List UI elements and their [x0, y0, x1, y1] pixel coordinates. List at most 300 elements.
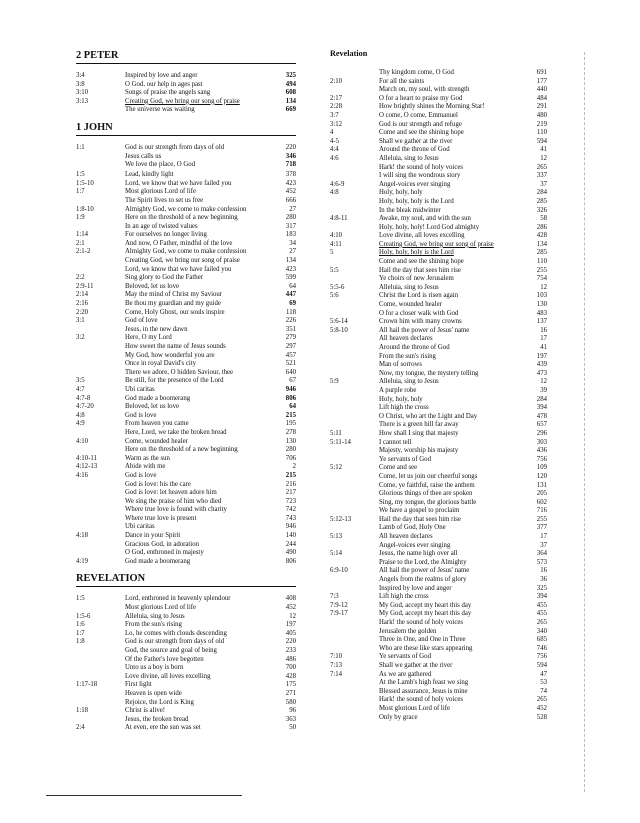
hymn-number: 457 [285, 351, 296, 359]
index-entry [76, 604, 296, 613]
hymn-title: Ye choirs of new Jerusalem [379, 275, 454, 283]
hymn-title: In the bleak midwinter [379, 206, 441, 214]
scripture-reference: 5:11-14 [330, 438, 351, 446]
hymn-title: Most glorious Lord of life [125, 604, 196, 612]
index-entry [330, 327, 547, 336]
hymn-number: 130 [536, 301, 547, 309]
hymn-title: Come and see [379, 464, 418, 472]
index-entry [330, 610, 547, 619]
hymn-title: Lo, he comes with clouds descending [125, 629, 227, 637]
index-entry [76, 472, 296, 481]
hymn-number: 226 [285, 317, 296, 325]
hymn-title: Lord, we know that we have failed you [125, 265, 232, 273]
scripture-reference: 4:6-9 [330, 180, 345, 188]
hymn-number: 220 [285, 638, 296, 646]
index-entry [330, 430, 547, 439]
hymn-number: 405 [285, 629, 296, 637]
scripture-reference: 5 [330, 249, 334, 257]
index-entry [330, 490, 547, 499]
index-entry [76, 291, 296, 300]
hymn-number: 946 [285, 385, 296, 393]
scripture-reference: 2:2 [76, 274, 85, 282]
hymn-title: Be thou my guardian and my guide [125, 300, 221, 308]
hymn-title: May the mind of Christ my Saviour [125, 291, 223, 299]
hymn-number: 337 [536, 172, 547, 180]
index-entry [330, 378, 547, 387]
hymn-title: Jesus, the broken bread [125, 715, 189, 723]
index-entry [76, 558, 296, 567]
hymn-title: Hail the day that sees him rise [379, 515, 461, 523]
hymn-number: 37 [540, 541, 547, 549]
scripture-reference: 2:10 [330, 77, 343, 85]
scripture-reference: 2:16 [76, 300, 89, 308]
hymn-number: 296 [536, 429, 547, 437]
hymn-title: Three in One, and One in Three [379, 636, 466, 644]
hymn-title: O God, our help in ages past [125, 80, 203, 88]
hymn-title: Lord, enthroned in heavenly splendour [125, 595, 231, 603]
index-entry [330, 95, 547, 104]
scripture-reference: 5:12 [330, 464, 343, 472]
hymn-title: Awake, my soul, and with the sun [379, 215, 471, 223]
index-entry [330, 696, 547, 705]
hymn-number: 594 [536, 661, 547, 669]
hymn-title: Where true love is present [125, 514, 197, 522]
hymn-number: 183 [285, 231, 296, 239]
scripture-reference: 4:7-20 [76, 403, 94, 411]
index-entry [76, 463, 296, 472]
scripture-reference: 4:8-11 [330, 215, 348, 223]
hymn-title: For all the saints [379, 77, 425, 85]
hymn-number: 27 [289, 248, 296, 256]
index-entry [330, 636, 547, 645]
index-entry [330, 232, 547, 241]
hymn-number: 285 [536, 249, 547, 257]
index-entry [76, 106, 296, 115]
hymn-title: Rejoice, the Lord is King [125, 698, 194, 706]
hymn-title: Holy, holy, holy is the Lord [379, 249, 454, 257]
index-entry [330, 447, 547, 456]
hymn-title: Come and see the shining hope [379, 129, 464, 137]
hymn-title: Lead, kindly light [125, 171, 174, 179]
index-entry [76, 257, 296, 266]
hymn-title: My God, how wonderful you are [125, 351, 215, 359]
hymn-title: From heaven you came [125, 420, 189, 428]
index-entry [330, 129, 547, 138]
hymn-title: Come, Holy Ghost, our souls inspire [125, 308, 225, 316]
index-entry [330, 86, 547, 95]
hymn-title: How sweet the name of Jesus sounds [125, 343, 226, 351]
index-entry [330, 533, 547, 542]
hymn-title: God is love: let heaven adore him [125, 489, 217, 497]
hymn-title: I cannot tell [379, 438, 412, 446]
hymn-title: Christ is alive! [125, 707, 166, 715]
index-entry [330, 619, 547, 628]
index-entry [76, 481, 296, 490]
hymn-title: Dance in your Spirit [125, 532, 181, 540]
index-entry [330, 439, 547, 448]
hymn-title: I will sing the wondrous story [379, 172, 461, 180]
hymn-title: For ourselves no longer living [125, 231, 207, 239]
index-entry [76, 638, 296, 647]
hymn-title: God made a boomerang [125, 394, 191, 402]
index-entry [330, 628, 547, 637]
scripture-reference: 4:10-11 [76, 454, 97, 462]
hymn-number: 17 [540, 533, 547, 541]
hymn-title: Hail the day that sees him rise [379, 266, 461, 274]
hymn-title: Once in royal David's city [125, 360, 197, 368]
hymn-number: 244 [285, 540, 296, 548]
index-entry [330, 224, 547, 233]
hymn-number: 594 [536, 137, 547, 145]
index-entry [76, 621, 296, 630]
hymn-number: 215 [285, 411, 296, 419]
hymn-number: 280 [285, 446, 296, 454]
hymn-number: 291 [536, 103, 547, 111]
hymn-number: 64 [289, 403, 296, 411]
hymn-number: 233 [285, 647, 296, 655]
hymn-title: Inspired by love and anger [379, 584, 452, 592]
hymn-number: 64 [289, 282, 296, 290]
hymn-title: Almighty God, we come to make confession [125, 205, 247, 213]
hymn-title: Come and see the shining hope [379, 258, 464, 266]
hymn-title: How brightly shines the Morning Star! [379, 103, 485, 111]
index-entry [330, 353, 547, 362]
scripture-reference: 1:5 [76, 171, 85, 179]
hymn-number: 346 [285, 152, 296, 160]
hymn-title: Come, ye faithful, raise the anthem [379, 481, 475, 489]
index-entry [330, 258, 547, 267]
index-entry [76, 300, 296, 309]
index-entry [330, 155, 547, 164]
scripture-reference: 3:13 [76, 97, 89, 105]
index-entry [76, 664, 296, 673]
hymn-title: Around the throne of God [379, 146, 450, 154]
hymn-number: 74 [540, 687, 547, 695]
hymn-title: Holy, holy, holy [379, 395, 423, 403]
footer-rule [46, 795, 242, 796]
hymn-number: 265 [536, 163, 547, 171]
scripture-reference: 1:18 [76, 707, 89, 715]
hymn-number: 47 [540, 670, 547, 678]
scripture-reference: 4:7 [76, 385, 85, 393]
scripture-reference: 5:5-6 [330, 283, 345, 291]
index-entry [76, 386, 296, 395]
hymn-title: Alleluia, sing to Jesus [379, 154, 439, 162]
index-entry [330, 404, 547, 413]
scripture-reference: 3:8 [76, 80, 85, 88]
hymn-number: 12 [289, 612, 296, 620]
hymn-title: We have a gospel to proclaim [379, 507, 460, 515]
index-entry [330, 172, 547, 181]
hymn-number: 220 [285, 143, 296, 151]
index-entry [330, 714, 547, 723]
hymn-number: 408 [285, 595, 296, 603]
hymn-title: O Christ, who art the Light and Day [379, 412, 478, 420]
hymn-number: 428 [536, 232, 547, 240]
hymn-number: 69 [289, 300, 296, 308]
hymn-title: O for a heart to praise my God [379, 94, 463, 102]
index-entry [330, 249, 547, 258]
hymn-number: 455 [536, 601, 547, 609]
scripture-reference: 1:14 [76, 231, 89, 239]
hymn-number: 521 [285, 360, 296, 368]
scripture-reference: 4:11 [330, 240, 342, 248]
scripture-reference: 1:8 [76, 638, 85, 646]
scripture-reference: 4:4 [330, 146, 339, 154]
hymn-number: 303 [536, 438, 547, 446]
hymn-title: Ye servants of God [379, 653, 431, 661]
index-entry [330, 585, 547, 594]
page-edge-mark [584, 52, 585, 792]
index-entry [76, 309, 296, 318]
hymn-number: 326 [536, 206, 547, 214]
hymn-title: Almighty God, we come to make confession [125, 248, 247, 256]
hymn-title: Blessed assurance, Jesus is mine [379, 687, 468, 695]
hymn-number: 280 [285, 214, 296, 222]
index-entry [330, 645, 547, 654]
scripture-reference: 3:2 [76, 334, 85, 342]
hymn-number: 494 [285, 80, 296, 88]
index-entry [76, 438, 296, 447]
index-entry [76, 248, 296, 257]
hymn-number: 36 [540, 576, 547, 584]
hymn-number: 284 [536, 189, 547, 197]
scripture-reference: 4:12-13 [76, 463, 98, 471]
hymn-number: 669 [285, 106, 296, 114]
index-entry [76, 716, 296, 725]
scripture-reference: 6:9-10 [330, 567, 348, 575]
hymn-title: Lift high the cross [379, 404, 429, 412]
index-entry [76, 197, 296, 206]
hymn-title: O God, enthroned in majesty [125, 549, 204, 557]
hymn-number: 657 [536, 421, 547, 429]
hymn-title: Now, my tongue, the mystery telling [379, 369, 479, 377]
hymn-number: 297 [285, 343, 296, 351]
hymn-number: 742 [285, 506, 296, 514]
hymn-number: 691 [536, 69, 547, 76]
scripture-reference: 5:5 [330, 266, 339, 274]
hymn-number: 452 [285, 604, 296, 612]
hymn-title: Alleluia, sing to Jesus [125, 612, 185, 620]
hymn-title: Love divine, all loves excelling [379, 232, 465, 240]
scripture-reference: 1:5 [76, 595, 85, 603]
hymn-title: All heaven declares [379, 533, 433, 541]
index-entry [330, 121, 547, 130]
hymn-title: Thy kingdom come, O God [379, 69, 454, 76]
hymn-title: God is love: his the care [125, 480, 191, 488]
left-column [76, 48, 296, 733]
scripture-reference: 4:8 [76, 411, 85, 419]
hymn-number: 2 [292, 463, 296, 471]
index-entry [76, 89, 296, 98]
scripture-reference: 2:20 [76, 308, 89, 316]
hymn-title: Holy, holy, holy [379, 189, 423, 197]
hymn-title: How shall I sing that majesty [379, 429, 459, 437]
hymn-title: Beloved, let us love [125, 282, 179, 290]
index-entry [76, 343, 296, 352]
hymn-title: Alleluia, sing to Jesus [379, 283, 439, 291]
index-entry [330, 301, 547, 310]
hymn-number: 573 [536, 558, 547, 566]
index-entry [330, 284, 547, 293]
hymn-number: 363 [285, 715, 296, 723]
hymn-number: 27 [289, 205, 296, 213]
book-heading: 2 PETER [76, 48, 296, 64]
index-entry [330, 705, 547, 714]
hymn-title: Who are these like stars appearing [379, 644, 473, 652]
hymn-title: Creating God, we bring our song of praise [125, 97, 240, 105]
index-entry [330, 138, 547, 147]
scripture-reference: 2:4 [76, 724, 85, 732]
hymn-title: Warm as the sun [125, 454, 170, 462]
index-entry [330, 344, 547, 353]
index-entry [76, 334, 296, 343]
hymn-number: 423 [285, 265, 296, 273]
hymn-title: Jesus, in the new dawn [125, 325, 188, 333]
hymn-number: 265 [536, 619, 547, 626]
scripture-reference: 4-5 [330, 137, 340, 145]
index-entry [330, 688, 547, 697]
hymn-title: March on, my soul, with strength [379, 86, 470, 94]
hymn-title: God is our strength from days of old [125, 638, 225, 646]
hymn-number: 265 [536, 696, 547, 704]
hymn-number: 599 [285, 274, 296, 282]
scripture-reference: 2:28 [330, 103, 343, 111]
hymn-title: Jerusalem the golden [379, 627, 437, 635]
hymn-number: 255 [536, 515, 547, 523]
hymn-title: From the sun's rising [125, 621, 182, 629]
hymn-number: 351 [285, 325, 296, 333]
hymn-number: 436 [536, 447, 547, 455]
index-entry [76, 541, 296, 550]
hymn-number: 175 [285, 681, 296, 689]
hymn-number: 428 [285, 672, 296, 680]
hymn-number: 134 [285, 257, 296, 265]
hymn-number: 317 [285, 222, 296, 230]
hymn-title: We sing the praise of him who died [125, 497, 222, 505]
scripture-reference: 3:5 [76, 377, 85, 385]
hymn-title: Hark! the sound of holy voices [379, 696, 463, 704]
index-entry [330, 292, 547, 301]
scripture-reference: 7:13 [330, 661, 343, 669]
index-entry [76, 489, 296, 498]
hymn-title: There we adore, O hidden Saviour, thee [125, 368, 234, 376]
index-entry [76, 412, 296, 421]
hymn-number: 602 [536, 498, 547, 506]
index-entry [330, 112, 547, 121]
hymn-title: Lamb of God, Holy One [379, 524, 446, 532]
index-entry [76, 98, 296, 107]
hymn-number: 483 [536, 309, 547, 317]
hymn-number: 67 [289, 377, 296, 385]
hymn-title: God of love [125, 317, 158, 325]
hymn-number: 58 [540, 215, 547, 223]
hymn-title: Here on the threshold of a new beginning [125, 214, 238, 222]
scripture-reference: 1:5-10 [76, 179, 94, 187]
hymn-title: Only by grace [379, 713, 418, 721]
hymn-number: 666 [285, 196, 296, 204]
hymn-title: Here on the threshold of a new beginning [125, 446, 238, 454]
index-entry [76, 274, 296, 283]
scripture-reference: 7:14 [330, 670, 343, 678]
index-entry [76, 214, 296, 223]
hymn-title: And now, O Father, mindful of the love [125, 239, 233, 247]
scripture-reference: 2:1 [76, 239, 85, 247]
hymn-number: 325 [285, 72, 296, 79]
index-entry [76, 188, 296, 197]
index-entry [330, 207, 547, 216]
index-entry [76, 81, 296, 90]
index-entry [330, 396, 547, 405]
scripture-reference: 5:9 [330, 378, 339, 386]
index-entry [330, 318, 547, 327]
hymn-number: 452 [285, 188, 296, 196]
index-entry [330, 516, 547, 525]
hymn-title: Angel-voices ever singing [379, 180, 451, 188]
hymn-number: 754 [536, 275, 547, 283]
hymn-number: 177 [536, 77, 547, 85]
hymn-title: Angel-voices ever singing [379, 541, 451, 549]
hymn-number: 378 [285, 171, 296, 179]
scripture-reference: 5:8-10 [330, 326, 348, 334]
hymn-number: 706 [285, 454, 296, 462]
hymn-title: From the sun's rising [379, 352, 436, 360]
index-entry [330, 241, 547, 250]
hymn-title: Be still, for the presence of the Lord [125, 377, 224, 385]
hymn-title: As we are gathered [379, 670, 432, 678]
index-entry [330, 198, 547, 207]
hymn-number: 41 [540, 344, 547, 351]
scripture-reference: 7:10 [330, 653, 343, 661]
hymn-title: Unto us a boy is born [125, 664, 184, 672]
index-entry [76, 647, 296, 656]
hymn-number: 12 [540, 378, 547, 386]
hymn-number: 478 [536, 412, 547, 420]
index-entry [76, 506, 296, 515]
hymn-title: All hail the power of Jesus' name [379, 326, 470, 334]
hymn-number: 423 [285, 179, 296, 187]
hymn-title: Come, wounded healer [379, 301, 442, 309]
scripture-reference: 5:6 [330, 292, 339, 300]
index-entry [76, 395, 296, 404]
scripture-reference: 3:7 [330, 111, 339, 119]
hymn-number: 37 [540, 180, 547, 188]
index-entry [76, 515, 296, 524]
hymn-number: 217 [285, 489, 296, 497]
hymn-title: We love the place, O God [125, 161, 196, 169]
index-entry [330, 559, 547, 568]
hymn-number: 140 [285, 532, 296, 540]
hymn-title: Of the Father's love begotten [125, 655, 204, 663]
hymn-number: 528 [536, 713, 547, 721]
hymn-title: Hark! the sound of holy voices [379, 619, 463, 626]
hymn-number: 480 [536, 111, 547, 119]
hymn-title: God is love [125, 471, 157, 479]
scripture-reference: 5:12-13 [330, 515, 352, 523]
hymn-number: 271 [285, 689, 296, 697]
hymn-title: Lord, we know that we have failed you [125, 179, 232, 187]
hymn-number: 130 [285, 437, 296, 445]
scripture-reference: 5:6-14 [330, 318, 348, 326]
scripture-reference: 4:10 [330, 232, 343, 240]
hymn-number: 718 [285, 161, 296, 169]
hymn-number: 216 [285, 480, 296, 488]
hymn-title: At the Lamb's high feast we sing [379, 679, 469, 687]
hymn-number: 110 [537, 258, 547, 266]
hymn-number: 394 [536, 404, 547, 412]
hymn-title: Most glorious Lord of life [125, 188, 196, 196]
scripture-reference: 2:9-11 [76, 282, 94, 290]
